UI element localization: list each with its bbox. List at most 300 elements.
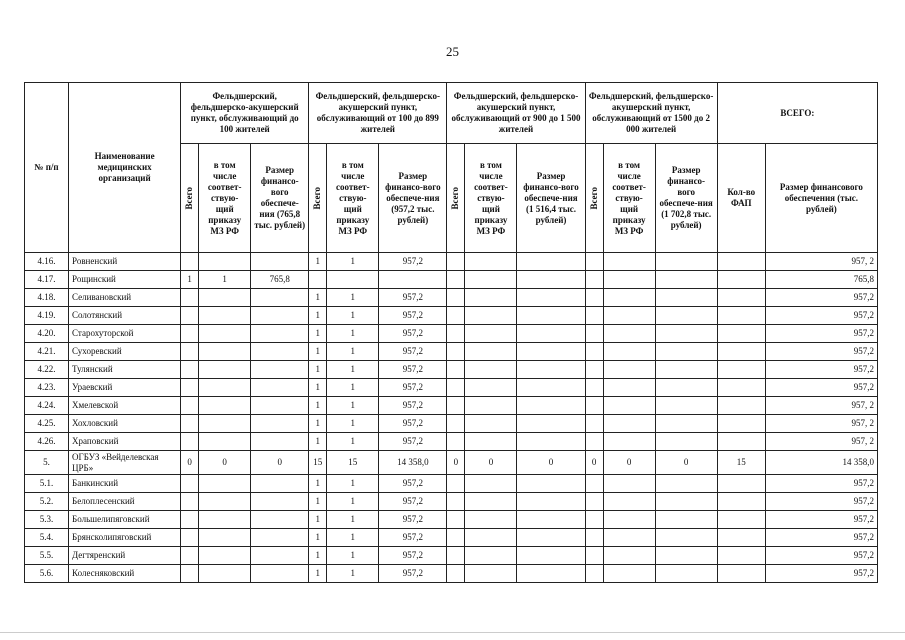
value-cell	[717, 343, 765, 361]
header-fin-total: Размер финансового обеспечения (тыс. рублей)	[765, 144, 877, 253]
value-cell	[181, 415, 199, 433]
organization-name-cell: Рощинский	[69, 271, 181, 289]
value-cell	[517, 379, 585, 397]
value-cell	[181, 397, 199, 415]
row-number-cell: 4.20.	[25, 325, 69, 343]
value-cell	[717, 397, 765, 415]
organization-name-cell: Ураевский	[69, 379, 181, 397]
table-row	[25, 547, 878, 565]
value-cell	[181, 253, 199, 271]
value-cell: 957, 2	[765, 415, 877, 433]
value-cell: 957,2	[765, 343, 877, 361]
table-row	[25, 253, 878, 271]
value-cell	[199, 397, 251, 415]
value-cell	[181, 289, 199, 307]
table-row	[25, 397, 878, 415]
value-cell	[251, 325, 309, 343]
value-cell: 957,2	[765, 493, 877, 511]
value-cell	[585, 361, 603, 379]
header-total-3: Всего	[447, 144, 465, 253]
value-cell: 957, 2	[765, 253, 877, 271]
row-number-cell: 5.4.	[25, 529, 69, 547]
value-cell	[447, 415, 465, 433]
value-cell: 1	[309, 253, 327, 271]
value-cell: 765,8	[765, 271, 877, 289]
row-number-cell: 4.17.	[25, 271, 69, 289]
row-number-cell: 5.2.	[25, 493, 69, 511]
value-cell	[199, 529, 251, 547]
header-fin-4: Размер финансо-вого обеспече-ния (1 702,8 тыс. рублей)	[655, 144, 717, 253]
value-cell	[603, 361, 655, 379]
row-number-cell: 4.21.	[25, 343, 69, 361]
organization-name-cell: Селивановский	[69, 289, 181, 307]
value-cell: 957,2	[379, 433, 447, 451]
organization-name-cell: Брянсколипяговский	[69, 529, 181, 547]
value-cell	[517, 253, 585, 271]
value-cell	[655, 529, 717, 547]
value-cell	[585, 307, 603, 325]
value-cell	[251, 433, 309, 451]
table-row	[25, 271, 878, 289]
page-bottom-edge	[0, 632, 905, 637]
value-cell: 14 358,0	[765, 451, 877, 475]
value-cell	[447, 547, 465, 565]
value-cell	[199, 289, 251, 307]
value-cell	[251, 379, 309, 397]
value-cell	[585, 547, 603, 565]
value-cell: 957,2	[379, 325, 447, 343]
value-cell	[251, 289, 309, 307]
value-cell	[181, 379, 199, 397]
value-cell	[517, 565, 585, 583]
value-cell	[603, 529, 655, 547]
value-cell	[603, 325, 655, 343]
value-cell	[517, 547, 585, 565]
value-cell: 15	[327, 451, 379, 475]
value-cell	[655, 493, 717, 511]
value-cell	[717, 253, 765, 271]
value-cell	[327, 271, 379, 289]
value-cell: 1	[309, 325, 327, 343]
value-cell: 1	[327, 433, 379, 451]
value-cell	[655, 289, 717, 307]
value-cell	[447, 271, 465, 289]
value-cell	[603, 379, 655, 397]
value-cell: 1	[199, 271, 251, 289]
value-cell: 1	[309, 493, 327, 511]
value-cell: 1	[309, 379, 327, 397]
header-group-4: Фельдшерский, фельдшерско-акушерский пункт, обслуживающий от 1500 до 2 000 жителей	[585, 83, 717, 144]
value-cell: 957,2	[379, 253, 447, 271]
value-cell	[717, 433, 765, 451]
value-cell	[465, 493, 517, 511]
value-cell	[585, 379, 603, 397]
value-cell	[655, 433, 717, 451]
value-cell	[181, 529, 199, 547]
value-cell	[199, 343, 251, 361]
value-cell	[465, 325, 517, 343]
value-cell	[655, 547, 717, 565]
value-cell	[465, 307, 517, 325]
value-cell: 1	[309, 361, 327, 379]
value-cell: 957,2	[379, 343, 447, 361]
value-cell	[199, 493, 251, 511]
value-cell	[717, 271, 765, 289]
value-cell	[251, 307, 309, 325]
organization-name-cell: Колесняковский	[69, 565, 181, 583]
value-cell	[251, 343, 309, 361]
value-cell	[603, 253, 655, 271]
value-cell: 957,2	[379, 547, 447, 565]
value-cell: 14 358,0	[379, 451, 447, 475]
organization-name-cell: Сухоревский	[69, 343, 181, 361]
value-cell: 957,2	[765, 325, 877, 343]
table-row	[25, 325, 878, 343]
value-cell: 957,2	[765, 379, 877, 397]
value-cell	[585, 511, 603, 529]
value-cell	[603, 271, 655, 289]
table-row	[25, 451, 878, 475]
header-incl-4: в том числе соответ-ствую-щий приказу МЗ РФ	[603, 144, 655, 253]
value-cell	[251, 361, 309, 379]
organization-name-cell: Солотянский	[69, 307, 181, 325]
value-cell	[251, 511, 309, 529]
header-total-1: Всего	[181, 144, 199, 253]
value-cell	[585, 397, 603, 415]
value-cell	[603, 307, 655, 325]
value-cell: 0	[655, 451, 717, 475]
value-cell	[717, 289, 765, 307]
row-number-cell: 4.22.	[25, 361, 69, 379]
value-cell	[465, 433, 517, 451]
row-number-cell: 4.25.	[25, 415, 69, 433]
value-cell	[517, 397, 585, 415]
value-cell: 0	[199, 451, 251, 475]
value-cell	[585, 271, 603, 289]
value-cell	[603, 475, 655, 493]
value-cell	[181, 547, 199, 565]
value-cell: 0	[447, 451, 465, 475]
value-cell	[655, 475, 717, 493]
value-cell	[517, 493, 585, 511]
value-cell	[585, 289, 603, 307]
value-cell: 1	[309, 397, 327, 415]
value-cell	[655, 397, 717, 415]
value-cell: 0	[251, 451, 309, 475]
value-cell	[181, 433, 199, 451]
value-cell	[517, 343, 585, 361]
value-cell: 0	[517, 451, 585, 475]
value-cell	[585, 343, 603, 361]
value-cell	[517, 511, 585, 529]
value-cell	[199, 361, 251, 379]
value-cell	[181, 343, 199, 361]
value-cell	[309, 271, 327, 289]
value-cell: 957,2	[379, 307, 447, 325]
value-cell	[181, 511, 199, 529]
header-group-2: Фельдшерский, фельдшерско-акушерский пункт, обслуживающий от 100 до 899 жителей	[309, 83, 447, 144]
row-number-cell: 4.24.	[25, 397, 69, 415]
row-number-cell: 4.23.	[25, 379, 69, 397]
value-cell: 1	[327, 343, 379, 361]
value-cell: 957,2	[765, 361, 877, 379]
table-row	[25, 493, 878, 511]
value-cell: 957,2	[379, 511, 447, 529]
value-cell	[655, 307, 717, 325]
value-cell: 957,2	[379, 565, 447, 583]
value-cell: 1	[327, 529, 379, 547]
value-cell	[447, 493, 465, 511]
organization-name-cell: Большелипяговский	[69, 511, 181, 529]
value-cell	[181, 493, 199, 511]
value-cell	[199, 547, 251, 565]
row-number-cell: 5.3.	[25, 511, 69, 529]
value-cell: 1	[309, 433, 327, 451]
value-cell	[603, 511, 655, 529]
value-cell: 1	[327, 511, 379, 529]
value-cell: 1	[309, 511, 327, 529]
row-number-cell: 5.	[25, 451, 69, 475]
organization-name-cell: Белоплесенский	[69, 493, 181, 511]
value-cell: 1	[327, 379, 379, 397]
value-cell	[717, 493, 765, 511]
value-cell	[717, 529, 765, 547]
value-cell	[447, 511, 465, 529]
value-cell: 957,2	[765, 529, 877, 547]
value-cell	[181, 475, 199, 493]
header-org: Наименование медицинских организаций	[69, 83, 181, 253]
value-cell: 957,2	[765, 511, 877, 529]
value-cell: 1	[327, 493, 379, 511]
value-cell	[517, 475, 585, 493]
value-cell	[717, 307, 765, 325]
value-cell	[717, 325, 765, 343]
value-cell: 957,2	[379, 415, 447, 433]
value-cell	[251, 565, 309, 583]
value-cell	[447, 325, 465, 343]
value-cell	[655, 253, 717, 271]
header-fin-2: Размер финансо-вого обеспече-ния (957,2 тыс. рублей)	[379, 144, 447, 253]
table-row	[25, 379, 878, 397]
value-cell: 957,2	[765, 307, 877, 325]
value-cell	[517, 433, 585, 451]
value-cell	[379, 271, 447, 289]
value-cell	[465, 529, 517, 547]
value-cell	[181, 361, 199, 379]
value-cell	[199, 511, 251, 529]
value-cell: 1	[327, 565, 379, 583]
organization-name-cell: Банкинский	[69, 475, 181, 493]
row-number-cell: 4.26.	[25, 433, 69, 451]
header-group-3: Фельдшерский, фельдшерско-акушерский пункт, обслуживающий от 900 до 1 500 жителей	[447, 83, 585, 144]
header-fin-3: Размер финансо-вого обеспече-ния (1 516,4 тыс. рублей)	[517, 144, 585, 253]
value-cell	[199, 253, 251, 271]
value-cell	[603, 547, 655, 565]
header-count-fap: Кол-во ФАП	[717, 144, 765, 253]
value-cell	[603, 415, 655, 433]
value-cell: 1	[309, 475, 327, 493]
value-cell: 957,2	[379, 529, 447, 547]
value-cell	[517, 289, 585, 307]
value-cell	[465, 253, 517, 271]
table-row	[25, 343, 878, 361]
table-row	[25, 565, 878, 583]
value-cell	[447, 253, 465, 271]
value-cell	[655, 271, 717, 289]
value-cell	[603, 397, 655, 415]
value-cell	[655, 511, 717, 529]
value-cell: 957,2	[379, 289, 447, 307]
value-cell: 1	[309, 307, 327, 325]
value-cell: 1	[327, 307, 379, 325]
value-cell	[181, 565, 199, 583]
value-cell	[585, 493, 603, 511]
header-total-4: Всего	[585, 144, 603, 253]
value-cell	[603, 565, 655, 583]
value-cell	[717, 361, 765, 379]
value-cell	[251, 529, 309, 547]
value-cell: 1	[309, 343, 327, 361]
row-number-cell: 5.5.	[25, 547, 69, 565]
value-cell	[447, 307, 465, 325]
value-cell	[199, 325, 251, 343]
value-cell	[199, 307, 251, 325]
value-cell	[465, 271, 517, 289]
value-cell	[717, 511, 765, 529]
value-cell: 957, 2	[765, 433, 877, 451]
value-cell	[585, 433, 603, 451]
page-number: 25	[446, 44, 459, 59]
value-cell: 1	[327, 253, 379, 271]
organization-name-cell: Дегтяренский	[69, 547, 181, 565]
value-cell	[251, 253, 309, 271]
value-cell: 1	[327, 361, 379, 379]
value-cell: 15	[309, 451, 327, 475]
value-cell	[447, 361, 465, 379]
value-cell	[603, 343, 655, 361]
value-cell: 1	[181, 271, 199, 289]
value-cell	[447, 397, 465, 415]
value-cell	[447, 529, 465, 547]
value-cell: 1	[309, 547, 327, 565]
header-incl-1: в том числе соответ-ствую-щий приказу МЗ РФ	[199, 144, 251, 253]
value-cell	[447, 433, 465, 451]
value-cell: 1	[309, 289, 327, 307]
value-cell: 957,2	[379, 397, 447, 415]
value-cell: 0	[465, 451, 517, 475]
value-cell	[465, 361, 517, 379]
value-cell: 15	[717, 451, 765, 475]
value-cell	[447, 565, 465, 583]
value-cell: 957,2	[379, 379, 447, 397]
value-cell	[517, 361, 585, 379]
value-cell	[465, 289, 517, 307]
value-cell: 957,2	[765, 547, 877, 565]
value-cell	[199, 379, 251, 397]
row-number-cell: 4.16.	[25, 253, 69, 271]
header-incl-3: в том числе соответ-ствую-щий приказу МЗ РФ	[465, 144, 517, 253]
table-row	[25, 361, 878, 379]
value-cell	[465, 397, 517, 415]
value-cell: 0	[181, 451, 199, 475]
value-cell	[465, 565, 517, 583]
value-cell	[517, 271, 585, 289]
value-cell: 957,2	[379, 493, 447, 511]
value-cell	[517, 529, 585, 547]
organization-name-cell: Старохуторской	[69, 325, 181, 343]
value-cell	[465, 379, 517, 397]
value-cell: 1	[327, 325, 379, 343]
value-cell	[251, 493, 309, 511]
value-cell	[465, 415, 517, 433]
value-cell	[465, 343, 517, 361]
value-cell	[585, 415, 603, 433]
organization-name-cell: Ровненский	[69, 253, 181, 271]
value-cell: 1	[309, 415, 327, 433]
value-cell	[603, 433, 655, 451]
header-total-2: Всего	[309, 144, 327, 253]
value-cell	[717, 379, 765, 397]
table-body	[25, 253, 878, 583]
table-row	[25, 511, 878, 529]
header-incl-2: в том числе соответ-ствую-щий приказу МЗ РФ	[327, 144, 379, 253]
table-row	[25, 529, 878, 547]
value-cell	[251, 397, 309, 415]
value-cell: 1	[309, 565, 327, 583]
value-cell	[585, 253, 603, 271]
value-cell: 1	[309, 529, 327, 547]
header-group-1: Фельдшерский, фельдшерско-акушерский пункт, обслуживающий до 100 жителей	[181, 83, 309, 144]
row-number-cell: 4.19.	[25, 307, 69, 325]
value-cell	[655, 415, 717, 433]
header-fin-1: Размер финансо-вого обеспече-ния (765,8 тыс. рублей)	[251, 144, 309, 253]
table-row	[25, 433, 878, 451]
value-cell	[585, 325, 603, 343]
value-cell	[447, 289, 465, 307]
value-cell	[517, 325, 585, 343]
funding-table	[24, 82, 878, 583]
value-cell	[447, 379, 465, 397]
row-number-cell: 5.6.	[25, 565, 69, 583]
organization-name-cell: Тулянский	[69, 361, 181, 379]
value-cell: 0	[585, 451, 603, 475]
value-cell	[251, 547, 309, 565]
value-cell	[517, 415, 585, 433]
value-cell: 1	[327, 547, 379, 565]
value-cell	[447, 475, 465, 493]
organization-name-cell: Хмелевской	[69, 397, 181, 415]
value-cell	[717, 547, 765, 565]
value-cell	[447, 343, 465, 361]
value-cell	[181, 307, 199, 325]
row-number-cell: 4.18.	[25, 289, 69, 307]
value-cell	[717, 415, 765, 433]
organization-name-cell: ОГБУЗ «Вейделевская ЦРБ»	[69, 451, 181, 475]
value-cell: 0	[603, 451, 655, 475]
value-cell	[585, 475, 603, 493]
value-cell: 1	[327, 415, 379, 433]
value-cell	[465, 475, 517, 493]
value-cell: 1	[327, 475, 379, 493]
header-group-total: ВСЕГО:	[717, 83, 877, 144]
value-cell	[251, 415, 309, 433]
value-cell	[181, 325, 199, 343]
value-cell	[655, 565, 717, 583]
value-cell	[585, 529, 603, 547]
header-num: № п/п	[25, 83, 69, 253]
value-cell	[717, 475, 765, 493]
value-cell: 957,2	[765, 475, 877, 493]
